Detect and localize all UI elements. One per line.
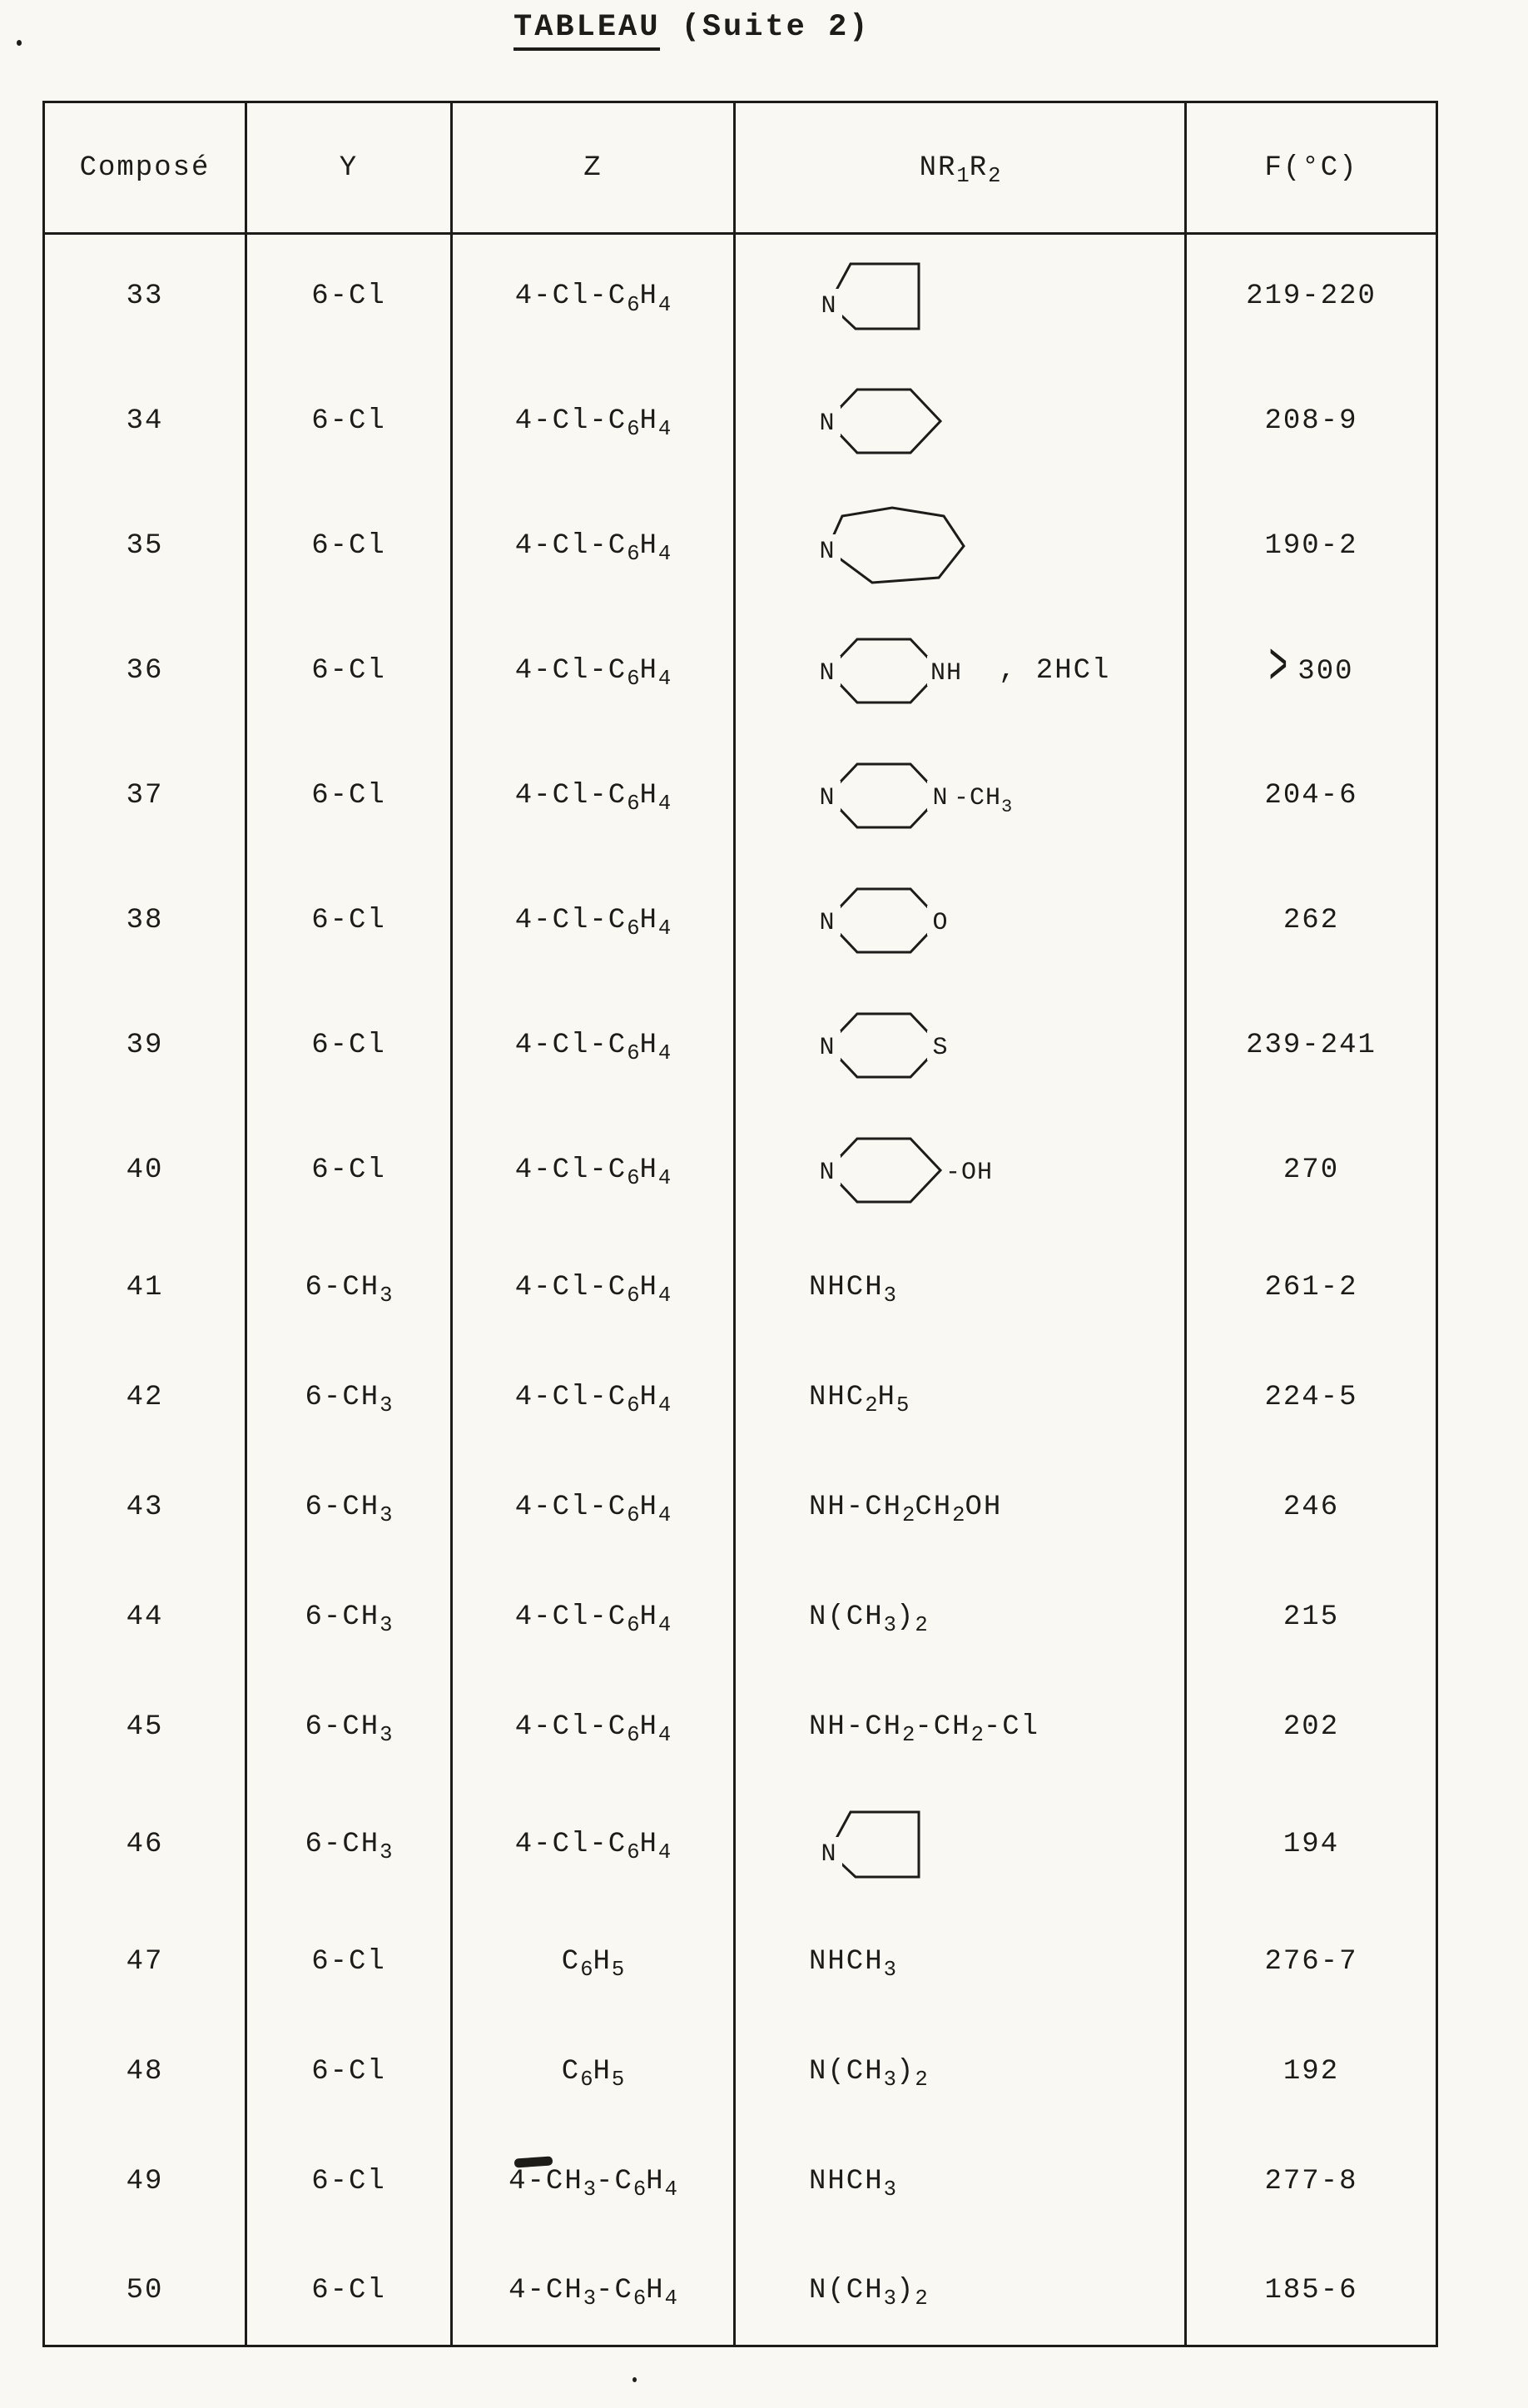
- amine-group: [735, 2017, 1186, 2127]
- subscript: 3: [883, 1283, 896, 1308]
- subscript: 6: [627, 292, 640, 317]
- subscript: 4: [657, 1165, 672, 1190]
- compound-row-49: [44, 2127, 1437, 2237]
- z-substituent: $4-Cl-C_6H_4$: [452, 1672, 735, 1782]
- subscript: 6: [627, 666, 640, 691]
- y-substituent: $6-CH_3$: [246, 1782, 452, 1907]
- subscript: 2: [988, 163, 1001, 188]
- y-substituent: $6-CH_3$: [246, 1452, 452, 1562]
- compound-number: 45: [126, 1710, 164, 1743]
- amine-formula: $N(CH_3)_2$: [809, 1601, 928, 1637]
- ring-structure-piperazine: [809, 625, 984, 717]
- z-substituent: $4-Cl-C_6H_4$: [452, 983, 735, 1108]
- svg-text:N: N: [819, 658, 836, 688]
- subscript: 6: [580, 1957, 593, 1982]
- melting-point: > 300: [1186, 608, 1437, 733]
- subscript: 3: [380, 1840, 393, 1864]
- z-substituent: $4-CH_3-C_6H_4$: [452, 2237, 735, 2346]
- compound-row-45: [44, 1672, 1437, 1782]
- ring-structure-thiomorpholine: [809, 1000, 965, 1091]
- z-substituent: $4-Cl-C_6H_4$: [452, 359, 735, 484]
- ring-structure-azepane: [809, 499, 975, 593]
- y-substituent: 6-Cl: [246, 1907, 452, 2017]
- melting-point: 208-9: [1186, 359, 1437, 484]
- melting-point: 277-8: [1186, 2127, 1437, 2237]
- subscript: 2: [865, 1393, 878, 1417]
- subscript: 3: [380, 1612, 393, 1637]
- compound-number: 41: [126, 1271, 164, 1303]
- subscript: 3: [883, 1612, 896, 1637]
- amine-group: [735, 1672, 1186, 1782]
- compound-row-41: [44, 1233, 1437, 1343]
- compound-number: 50: [126, 2274, 164, 2306]
- compound-row-38: [44, 858, 1437, 983]
- column-header-2: Z: [452, 102, 735, 234]
- subscript: 4: [657, 1840, 672, 1864]
- subscript: 4: [657, 1040, 672, 1065]
- subscript: 5: [895, 1393, 910, 1417]
- z-substituent: $4-Cl-C_6H_4$: [452, 1562, 735, 1672]
- ring-structure-4-hydroxypiperidine: [809, 1125, 1017, 1216]
- compound-row-35: [44, 484, 1437, 608]
- amine-group: [735, 1108, 1186, 1233]
- svg-text:N: N: [819, 783, 836, 812]
- z-substituent: $C_6H_5$: [452, 2017, 735, 2127]
- z-substituent: $4-CH_3-C_6H_4$: [452, 2127, 735, 2237]
- amine-group: [735, 1562, 1186, 1672]
- subscript: 4: [657, 666, 672, 691]
- z-substituent: $4-Cl-C_6H_4$: [452, 1108, 735, 1233]
- amine-group: [735, 484, 1186, 608]
- greater-than-sign: >: [1268, 634, 1290, 703]
- svg-text:O: O: [932, 908, 949, 937]
- column-header-3: $NR_1R_2$: [735, 102, 1186, 234]
- compound-row-33: [44, 234, 1437, 359]
- amine-group: [735, 983, 1186, 1108]
- subscript: 4: [657, 1502, 672, 1527]
- melting-point: 270: [1186, 1108, 1437, 1233]
- amine-group: [735, 1782, 1186, 1907]
- y-substituent: 6-Cl: [246, 1108, 452, 1233]
- compound-row-40: [44, 1108, 1437, 1233]
- subscript: 6: [627, 1283, 640, 1308]
- subscript: 2: [915, 2067, 928, 2092]
- svg-text:NH: NH: [930, 658, 963, 688]
- z-substituent: $C_6H_5$: [452, 1907, 735, 2017]
- compound-row-42: [44, 1343, 1437, 1452]
- melting-point: 185-6: [1186, 2237, 1437, 2346]
- y-substituent: 6-Cl: [246, 2237, 452, 2346]
- compound-number: 34: [126, 405, 164, 437]
- melting-point: 190-2: [1186, 484, 1437, 608]
- subscript: 3: [883, 2067, 896, 2092]
- subscript: 6: [627, 1722, 640, 1747]
- z-substituent: $4-Cl-C_6H_4$: [452, 234, 735, 359]
- table-body: [44, 234, 1437, 2346]
- amine-group: [735, 359, 1186, 484]
- subscript: 6: [633, 2177, 647, 2202]
- z-substituent: $4-Cl-C_6H_4$: [452, 484, 735, 608]
- amine-formula: $NHCH_3$: [809, 1271, 896, 1308]
- subscript: 3: [380, 1283, 393, 1308]
- subscript: 3: [883, 2177, 896, 2202]
- compound-row-43: [44, 1452, 1437, 1562]
- subscript: 6: [627, 416, 640, 441]
- subscript: 6: [627, 1502, 640, 1527]
- subscript: 4: [657, 1393, 672, 1417]
- compound-row-37: [44, 733, 1437, 858]
- compound-number: 46: [126, 1828, 164, 1860]
- subscript: 3: [883, 2286, 896, 2311]
- y-substituent: 6-Cl: [246, 234, 452, 359]
- subscript: 4: [657, 1722, 672, 1747]
- amine-group: [735, 2237, 1186, 2346]
- subscript: 4: [657, 791, 672, 816]
- compound-number: 47: [126, 1945, 164, 1978]
- amine-group: [735, 2127, 1186, 2237]
- subscript: 2: [902, 1502, 915, 1527]
- subscript: 6: [627, 1165, 640, 1190]
- z-substituent: $4-Cl-C_6H_4$: [452, 858, 735, 983]
- subscript: 2: [970, 1722, 984, 1747]
- amine-group: [735, 1907, 1186, 2017]
- title-suffix: (Suite 2): [660, 10, 871, 45]
- ring-structure-pyrrolidine: [809, 251, 934, 342]
- amine-group: [735, 1452, 1186, 1562]
- subscript: 5: [611, 2067, 625, 2092]
- header-row: [44, 102, 1437, 234]
- compound-number: 49: [126, 2165, 164, 2197]
- svg-text:N: N: [821, 1840, 837, 1869]
- subscript: 1: [956, 163, 970, 188]
- title-underlined: TABLEAU: [513, 10, 660, 51]
- compound-row-39: [44, 983, 1437, 1108]
- z-substituent: $4-Cl-C_6H_4$: [452, 733, 735, 858]
- subscript: 3: [380, 1502, 393, 1527]
- melting-point: 262: [1186, 858, 1437, 983]
- y-substituent: 6-Cl: [246, 2127, 452, 2237]
- ring-structure-pyrrolidine: [809, 1799, 934, 1890]
- compound-row-48: [44, 2017, 1437, 2127]
- compound-number: 37: [126, 779, 164, 812]
- compound-number: 48: [126, 2055, 164, 2088]
- y-substituent: $6-CH_3$: [246, 1562, 452, 1672]
- melting-point: 219-220: [1186, 234, 1437, 359]
- melting-point: 204-6: [1186, 733, 1437, 858]
- z-substituent: $4-Cl-C_6H_4$: [452, 1233, 735, 1343]
- y-substituent: 6-Cl: [246, 2017, 452, 2127]
- z-substituent: $4-Cl-C_6H_4$: [452, 1343, 735, 1452]
- compound-number: 43: [126, 1491, 164, 1523]
- subscript: 2: [915, 2286, 928, 2311]
- melting-point: 239-241: [1186, 983, 1437, 1108]
- svg-text:N: N: [821, 292, 837, 321]
- ring-structure-piperidine: [809, 375, 955, 467]
- melting-point: 246: [1186, 1452, 1437, 1562]
- svg-text:S: S: [932, 1033, 949, 1062]
- svg-text:N: N: [819, 908, 836, 937]
- y-substituent: $6-CH_3$: [246, 1672, 452, 1782]
- subscript: 4: [657, 916, 672, 941]
- column-header-0: Composé: [44, 102, 246, 234]
- subscript: 3: [380, 1722, 393, 1747]
- subscript: 4: [657, 292, 672, 317]
- page-title: [513, 10, 870, 45]
- ring-structure-4-methylpiperazine: [809, 750, 1044, 842]
- subscript: 3: [583, 2286, 597, 2311]
- amine-formula: $NHCH_3$: [809, 2165, 896, 2202]
- z-substituent: $4-Cl-C_6H_4$: [452, 608, 735, 733]
- subscript: 4: [664, 2286, 677, 2311]
- table-header: [44, 102, 1437, 234]
- subscript: 4: [664, 2177, 677, 2202]
- subscript: 2: [952, 1502, 965, 1527]
- subscript: 6: [633, 2286, 647, 2311]
- amine-group: [735, 733, 1186, 858]
- subscript: 5: [611, 1957, 625, 1982]
- subscript: 6: [627, 916, 640, 941]
- amine-group: [735, 858, 1186, 983]
- compound-number: 39: [126, 1029, 164, 1061]
- compound-row-36: [44, 608, 1437, 733]
- subscript: 4: [657, 1283, 672, 1308]
- ring-structure-morpholine: [809, 875, 965, 966]
- amine-formula: $NHC_2H_5$: [809, 1381, 910, 1417]
- subscript: 4: [657, 416, 672, 441]
- svg-text:N: N: [819, 1033, 836, 1062]
- column-header-4: F(°C): [1186, 102, 1437, 234]
- z-substituent: $4-Cl-C_6H_4$: [452, 1782, 735, 1907]
- melting-point: 224-5: [1186, 1343, 1437, 1452]
- y-substituent: 6-Cl: [246, 484, 452, 608]
- melting-point: 192: [1186, 2017, 1437, 2127]
- subscript: 6: [627, 1612, 640, 1637]
- salt-suffix: , 2HCl: [999, 655, 1111, 688]
- compound-number: 42: [126, 1381, 164, 1413]
- subscript: 3: [583, 2177, 597, 2202]
- compounds-table: [42, 101, 1438, 2347]
- compound-number: 35: [126, 529, 164, 562]
- y-substituent: $6-CH_3$: [246, 1343, 452, 1452]
- y-substituent: 6-Cl: [246, 608, 452, 733]
- subscript: 6: [627, 791, 640, 816]
- melting-point: 202: [1186, 1672, 1437, 1782]
- amine-group: [735, 234, 1186, 359]
- svg-text:N: N: [819, 537, 836, 566]
- compound-number: 40: [126, 1154, 164, 1186]
- subscript: 4: [657, 1612, 672, 1637]
- y-substituent: 6-Cl: [246, 733, 452, 858]
- scan-artifact: [17, 40, 22, 46]
- subscript: 3: [380, 1393, 393, 1417]
- melting-point: 276-7: [1186, 1907, 1437, 2017]
- subscript: 6: [627, 1840, 640, 1864]
- amine-group: [735, 1343, 1186, 1452]
- amine-formula: $NHCH_3$: [809, 1945, 896, 1982]
- compound-row-46: [44, 1782, 1437, 1907]
- subscript: 4: [657, 541, 672, 566]
- compound-row-47: [44, 1907, 1437, 2017]
- scan-artifact: [633, 2377, 637, 2382]
- svg-text:N: N: [932, 783, 949, 812]
- column-header-1: Y: [246, 102, 452, 234]
- amine-formula: $NH-CH_2-CH_2-Cl$: [809, 1710, 1040, 1747]
- svg-text:N: N: [819, 409, 836, 438]
- y-substituent: 6-Cl: [246, 858, 452, 983]
- compound-row-44: [44, 1562, 1437, 1672]
- y-substituent: $6-CH_3$: [246, 1233, 452, 1343]
- melting-point: 215: [1186, 1562, 1437, 1672]
- amine-formula: $N(CH_3)_2$: [809, 2055, 928, 2092]
- amine-formula: $N(CH_3)_2$: [809, 2274, 928, 2311]
- y-substituent: 6-Cl: [246, 983, 452, 1108]
- subscript: 2: [902, 1722, 915, 1747]
- melting-point: 261-2: [1186, 1233, 1437, 1343]
- svg-text:-OH: -OH: [945, 1158, 994, 1187]
- svg-text:-CH3: $-CH_3$: [954, 783, 1014, 817]
- compound-row-50: [44, 2237, 1437, 2346]
- compound-number: 38: [126, 904, 164, 936]
- y-substituent: 6-Cl: [246, 359, 452, 484]
- amine-group: [735, 1233, 1186, 1343]
- melting-point: 194: [1186, 1782, 1437, 1907]
- subscript: 2: [915, 1612, 928, 1637]
- compound-number: 33: [126, 281, 164, 313]
- amine-group: [735, 608, 1186, 733]
- compound-number: 36: [126, 654, 164, 687]
- svg-text:N: N: [819, 1158, 836, 1187]
- subscript: 3: [883, 1957, 896, 1982]
- z-substituent: $4-Cl-C_6H_4$: [452, 1452, 735, 1562]
- compound-row-34: [44, 359, 1437, 484]
- amine-formula: $NH-CH_2CH_2OH$: [809, 1491, 1003, 1527]
- subscript: 6: [627, 541, 640, 566]
- compound-number: 44: [126, 1601, 164, 1633]
- subscript: 6: [580, 2067, 593, 2092]
- subscript: 6: [627, 1040, 640, 1065]
- subscript: 6: [627, 1393, 640, 1417]
